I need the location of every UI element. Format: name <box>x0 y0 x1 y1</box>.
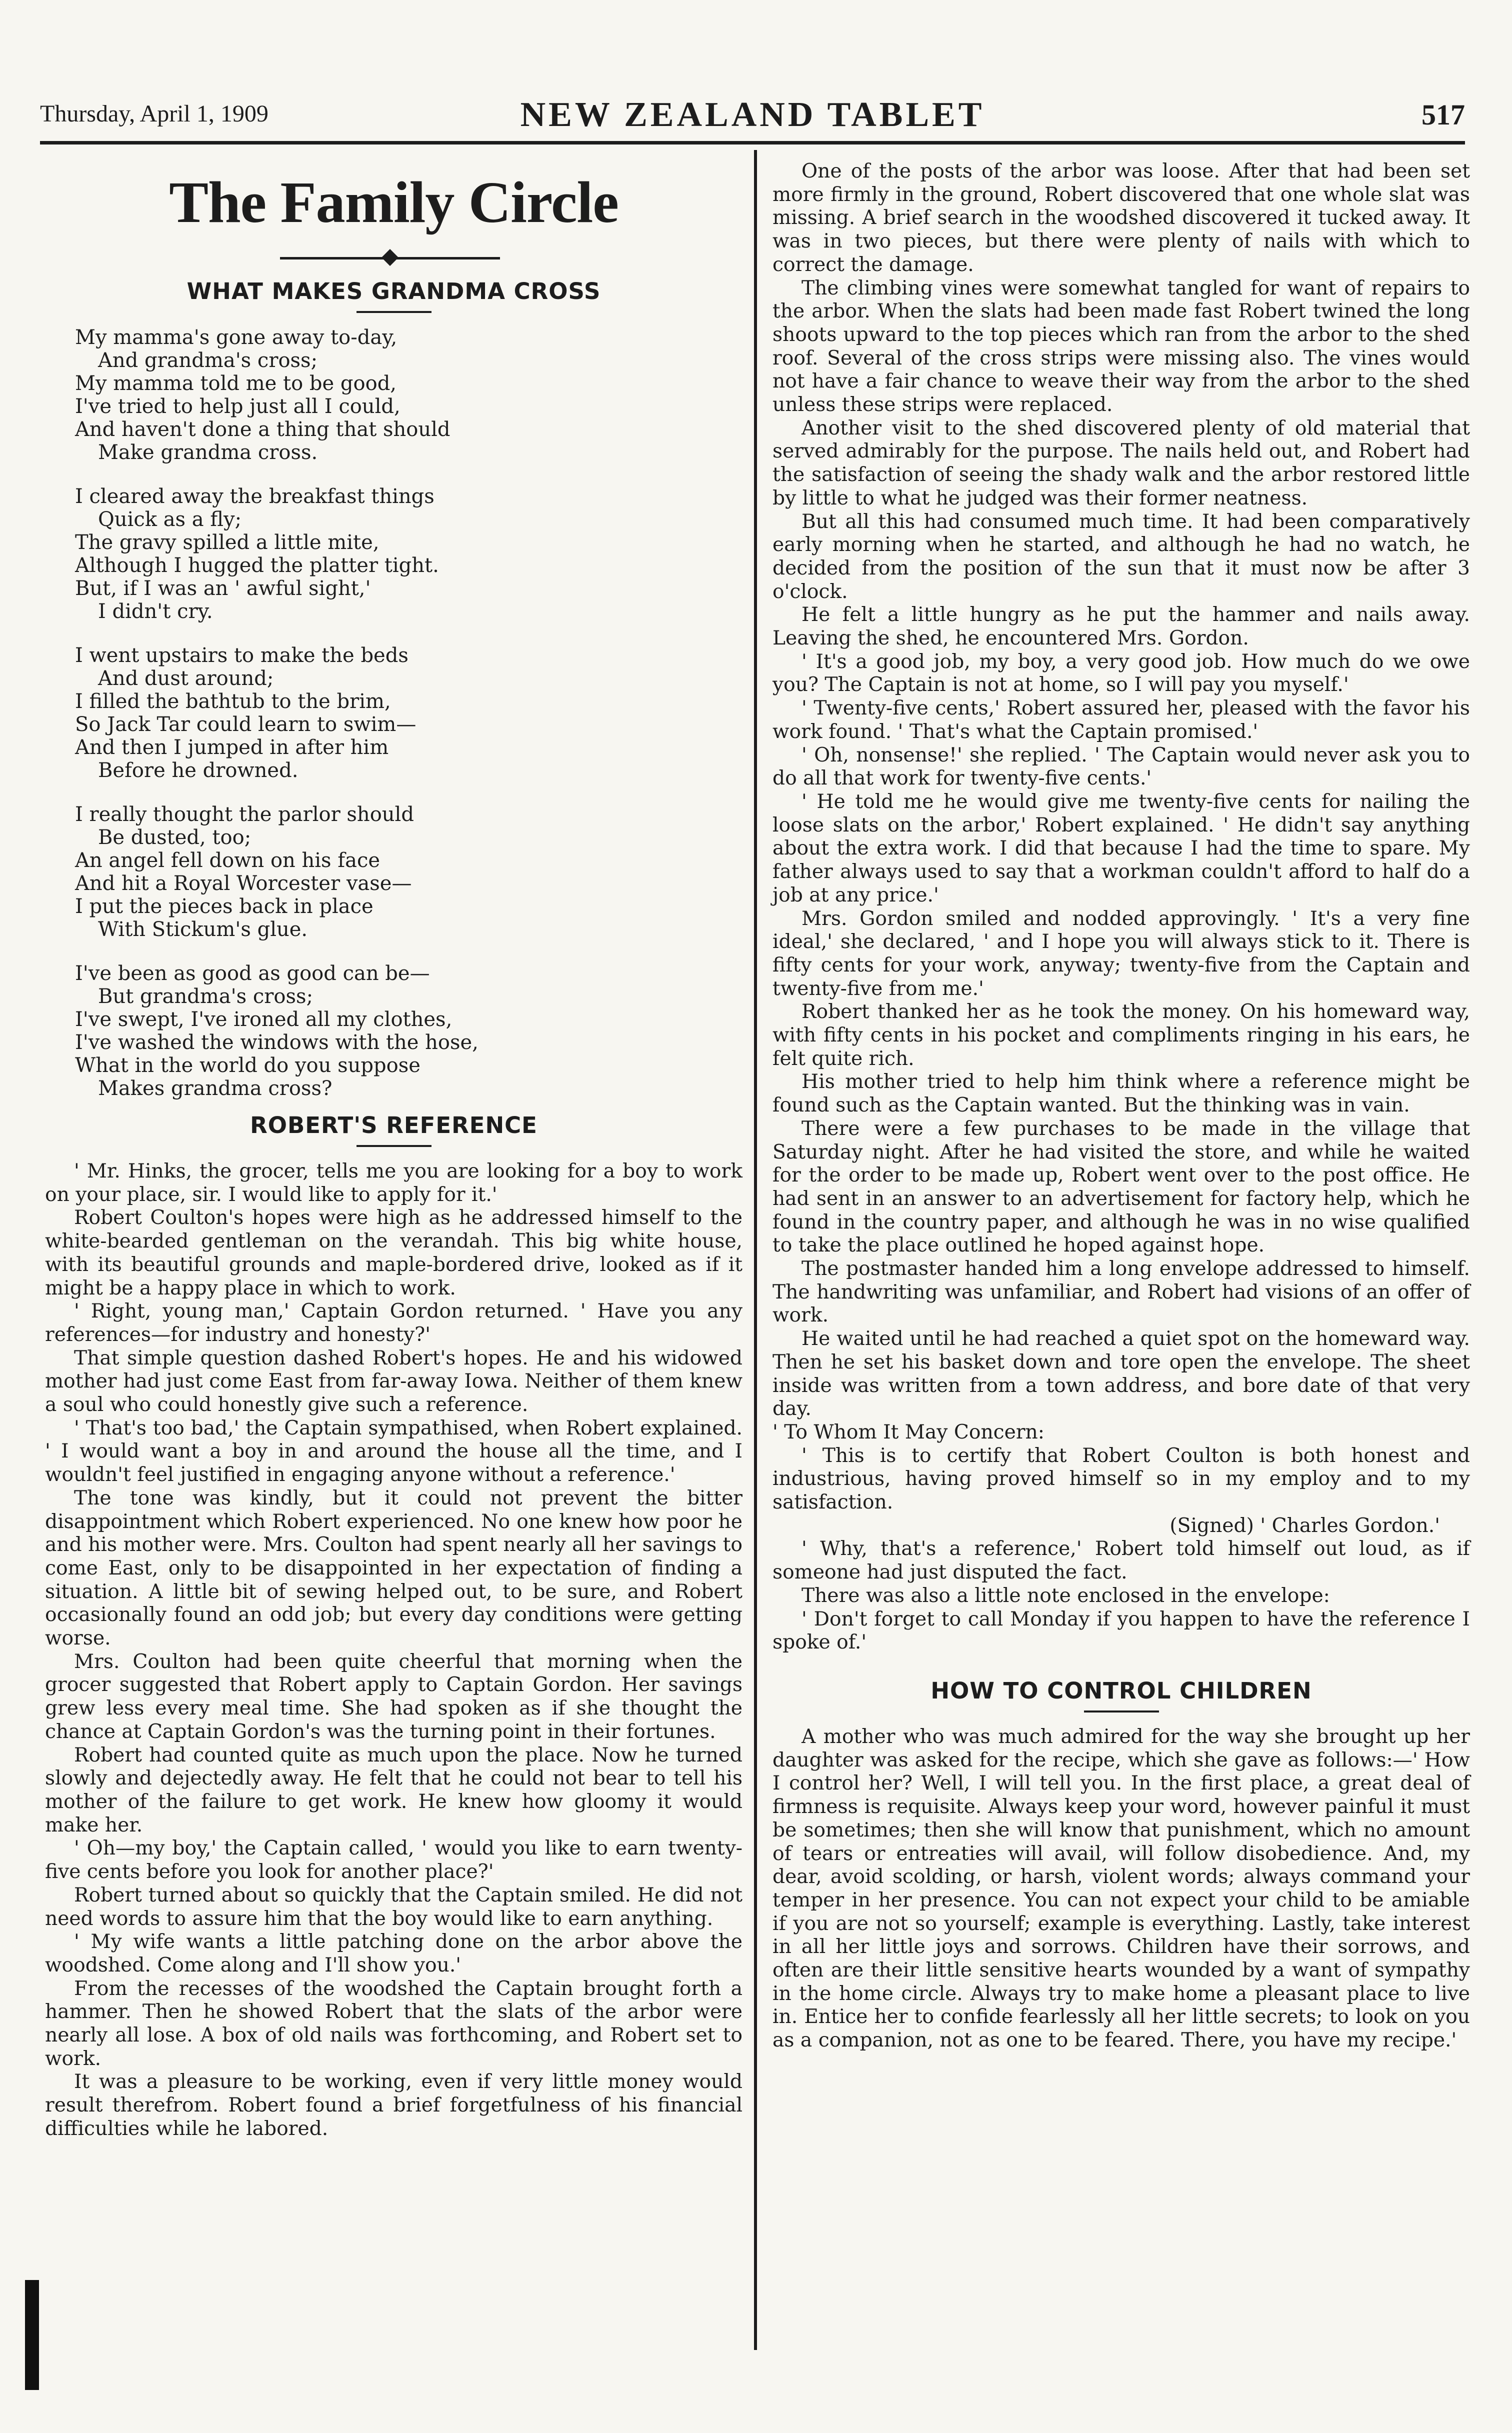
poem-line: Quick as a fly; <box>98 508 242 531</box>
poem-line: But grandma's cross; <box>98 985 314 1008</box>
left-column <box>45 160 742 2141</box>
paragraph: Another visit to the shed discovered plenty of old material that served admirably for the purpose. The nails held out, and Robert had the satisfaction of seeing the shady walk and the arbor restored little by little to what he judged was their former neatness. <box>772 416 1470 510</box>
stanza <box>75 326 742 464</box>
story-title: ROBERT'S REFERENCE <box>250 1112 538 1138</box>
paragraph: His mother tried to help him think where a reference might be found such as the Captain wanted. But the thinking was in vain. <box>772 1070 1470 1117</box>
poem-line: I've tried to help just all I could, <box>75 395 400 418</box>
poem-line: I filled the bathtub to the brim, <box>75 690 391 713</box>
paragraph: He felt a little hungry as he put the hammer and nails away. Leaving the shed, he encountered Mrs. Gordon. <box>772 604 1470 650</box>
paragraph: He waited until he had reached a quiet spot on the homeward way. Then he set his basket down and tore open the envelope. The sheet inside was written from a town address, and bore date of that very day. <box>772 1328 1470 1420</box>
header-rule <box>40 141 1465 144</box>
stanza <box>75 485 742 623</box>
stanza <box>75 803 742 941</box>
paragraph: ' Oh, nonsense!' she replied. ' The Captain would never ask you to do all that work for twenty-five cents.' <box>772 744 1470 790</box>
poem-line: And then I jumped in after him <box>75 736 389 759</box>
letter-salutation: ' To Whom It May Concern: <box>772 1420 1044 1444</box>
story-left-text <box>45 1160 742 2141</box>
poem-line: I didn't cry. <box>98 600 213 623</box>
issue-date: Thursday, April 1, 1909 <box>40 100 268 127</box>
poem-line: Make grandma cross. <box>98 441 318 464</box>
poem <box>75 326 742 1100</box>
stanza <box>75 644 742 782</box>
poem-line: I really thought the parlor should <box>75 803 414 826</box>
paragraph: One of the posts of the arbor was loose. After that had been set more firmly in the ground, Robert discovered that one whole slat was missing. A brief search in the woodshed discovered it tucked away. It was in two pieces, but there were plenty of nails with which to correct the damage. <box>772 160 1470 276</box>
poem-line: The gravy spilled a little mite, <box>75 531 380 554</box>
poem-line: Before he drowned. <box>98 759 298 782</box>
paragraph: ' Right, young man,' Captain Gordon returned. ' Have you any references—for industry and honesty?' <box>45 1300 742 1346</box>
paragraph: But all this had consumed much time. It had been comparatively early morning when he started, and although he had no watch, he decided from the position of the sun that it must now be after 3 o'clock. <box>772 510 1470 603</box>
poem-line: I've washed the windows with the hose, <box>75 1031 478 1054</box>
stanza <box>75 962 742 1100</box>
paragraph: ' He told me he would give me twenty-five cents for nailing the loose slats on the arbor,' Robert explained. ' He didn't say anything about the extra work. I did that because I had the time to spare. My father always used to say that a workman couldn't afford to half do a job at any price.' <box>772 790 1470 906</box>
poem-line: My mamma told me to be good, <box>75 372 397 395</box>
paragraph: Robert Coulton's hopes were high as he addressed himself to the white-bearded gentleman on the verandah. This big white house, with its beautiful grounds and maple-bordered drive, looked as if it might be a happy place in which to work. <box>45 1206 742 1300</box>
poem-line: With Stickum's glue. <box>98 918 308 941</box>
paragraph: ' Why, that's a reference,' Robert told himself out loud, as if someone had just disputed the fact. <box>772 1538 1470 1584</box>
paragraph: Robert turned about so quickly that the Captain smiled. He did not need words to assure him that the boy would like to earn anything. <box>45 1884 742 1930</box>
paragraph: The tone was kindly, but it could not prevent the bitter disappointment which Robert experienced. No one knew how poor he and his mother were. Mrs. Coulton had spent nearly all her savings to come East, only to be disappointed in her expectation of finding a situation. A little bit of sewing helped out, to be sure, and Robert occasionally found an odd job; but every day conditions were getting worse. <box>45 1486 742 1650</box>
page-number: 517 <box>1422 98 1465 131</box>
paragraph: It was a pleasure to be working, even if very little money would result therefrom. Robert found a brief forgetfulness of his financial difficulties while he labored. <box>45 2070 742 2140</box>
poem-line: So Jack Tar could learn to swim— <box>75 713 416 736</box>
letter-signature: (Signed) ' Charles Gordon.' <box>1170 1514 1440 1537</box>
poem-line: And dust around; <box>98 667 274 690</box>
poem-line: I put the pieces back in place <box>75 895 374 918</box>
paragraph: There was also a little note enclosed in the envelope: <box>802 1584 1330 1607</box>
paragraph: From the recesses of the woodshed the Captain brought forth a hammer. Then he showed Robert that the slats of the arbor were nearly all lose. A box of old nails was forthcoming, and Robert set to work. <box>45 1977 742 2070</box>
paragraph: There were a few purchases to be made in the village that Saturday night. After he had visited the store, and while he waited for the order to be made up, Robert went over to the post office. He had sent in an answer to an advertisement for factory help, which he found in the country paper, and although he was in no wise qualified to take the place outlined he hoped against hope. <box>772 1117 1470 1257</box>
short-rule <box>1084 1710 1159 1712</box>
running-header <box>40 95 1465 137</box>
poem-title: WHAT MAKES GRANDMA CROSS <box>186 278 601 304</box>
article-title: HOW TO CONTROL CHILDREN <box>930 1678 1312 1704</box>
short-rule <box>356 1145 432 1147</box>
section-masthead: The Family Circle <box>169 170 618 235</box>
paragraph: ' Twenty-five cents,' Robert assured her, pleased with the favor his work found. ' That's what the Captain promised.' <box>772 697 1470 743</box>
paragraph: A mother who was much admired for the way she brought up her daughter was asked for the recipe, which she gave as follows:—' How I control her? Well, I will tell you. In the first place, a great deal of firmness is requisite. Always keep your word, however painful it must be sometimes; then she will know that punishment, which no amount of tears or entreaties will avail, will follow disobedience. And, my dear, avoid scolding, or harsh, violent words; always command your temper in her presence. You can not expect your child to be amiable if you are not so yourself; example is everything. Lastly, take interest in all her little joys and sorrows. Children have their sorrows, and often are their little sensitive hearts wounded by a want of sympathy in the home circle. Always try to make home a pleasant place to live in. Entice her to confide fearlessly all her little secrets; to look on you as a companion, not as one to be feared. There, you have my recipe.' <box>772 1726 1470 2052</box>
poem-line: And haven't done a thing that should <box>75 418 450 441</box>
publication-title: NEW ZEALAND TABLET <box>520 96 985 134</box>
paragraph: Robert thanked her as he took the money. On his homeward way, with fifty cents in his pocket and compliments ringing in his ears, he felt quite rich. <box>772 1000 1470 1070</box>
story-right-text <box>772 160 1470 1654</box>
poem-line: And hit a Royal Worcester vase— <box>75 872 412 895</box>
column-divider <box>754 150 757 2350</box>
paragraph: ' Oh—my boy,' the Captain called, ' would you like to earn twenty-five cents before you look for another place?' <box>45 1837 742 1884</box>
ornament-divider <box>45 248 742 268</box>
paragraph: Robert had counted quite as much upon the place. Now he turned slowly and dejectedly away. He felt that he could not bear to tell his mother of the failure to get work. He knew how gloomy it would make her. <box>45 1744 742 1836</box>
paragraph: ' It's a good job, my boy, a very good job. How much do we owe you? The Captain is not at home, so I will pay you myself.' <box>772 650 1470 696</box>
poem-line: An angel fell down on his face <box>75 849 380 872</box>
paragraph: ' That's too bad,' the Captain sympathised, when Robert explained. ' I would want a boy in and around the house all the time, and I wouldn't feel justified in engaging anyone without a reference.' <box>45 1416 742 1486</box>
paragraph: ' Don't forget to call Monday if you happen to have the reference I spoke of.' <box>772 1608 1470 1654</box>
poem-line: Although I hugged the platter tight. <box>75 554 439 577</box>
short-rule <box>356 311 432 313</box>
paragraph: Mrs. Gordon smiled and nodded approvingly. ' It's a very fine ideal,' she declared, ' and I hope you will always stick to it. There is fifty cents for your work, anyway; twenty-five from the Captain and twenty-five from me.' <box>772 907 1470 1000</box>
poem-line: What in the world do you suppose <box>75 1054 420 1077</box>
poem-line: I've swept, I've ironed all my clothes, <box>75 1008 452 1031</box>
poem-line: Makes grandma cross? <box>98 1077 332 1100</box>
paragraph: Mrs. Coulton had been quite cheerful that morning when the grocer suggested that Robert apply to Captain Gordon. Her savings grew less every meal time. She had spoken as if she thought the chance at Captain Gordon's was the turning point in their fortunes. <box>45 1650 742 1743</box>
poem-line: And grandma's cross; <box>98 349 318 372</box>
poem-line: I cleared away the breakfast things <box>75 485 434 508</box>
paragraph: ' My wife wants a little patching done on the arbor above the woodshed. Come along and I'll show you.' <box>45 1930 742 1976</box>
paragraph: ' Mr. Hinks, the grocer, tells me you are looking for a boy to work on your place, sir. I would like to apply for it.' <box>45 1160 742 1206</box>
margin-mark <box>25 2280 39 2390</box>
poem-line: Be dusted, too; <box>98 826 252 849</box>
diamond-ornament-icon <box>382 249 398 266</box>
paragraph: The postmaster handed him a long envelope addressed to himself. The handwriting was unfamiliar, and Robert had visions of an offer of work. <box>772 1258 1470 1327</box>
poem-line: But, if I was an ' awful sight,' <box>75 577 371 600</box>
paragraph: That simple question dashed Robert's hopes. He and his widowed mother had just come East from far-away Iowa. Neither of them knew a soul who could honestly give such a reference. <box>45 1346 742 1416</box>
article-text <box>772 1726 1470 2052</box>
poem-line: I went upstairs to make the beds <box>75 644 408 667</box>
paragraph: The climbing vines were somewhat tangled for want of repairs to the arbor. When the slats had been made fast Robert twined the long shoots upward to the top pieces which ran from the arbor to the shed roof. Several of the cross strips were missing also. The vines would not have a fair chance to weave their way from the arbor to the shed unless these strips were replaced. <box>772 276 1470 416</box>
poem-line: I've been as good as good can be— <box>75 962 430 985</box>
right-column <box>772 160 1470 2052</box>
letter-body: ' This is to certify that Robert Coulton is both honest and industrious, having proved himself so in my employ and to my satisfaction. <box>772 1444 1470 1514</box>
poem-line: My mamma's gone away to-day, <box>75 326 398 349</box>
